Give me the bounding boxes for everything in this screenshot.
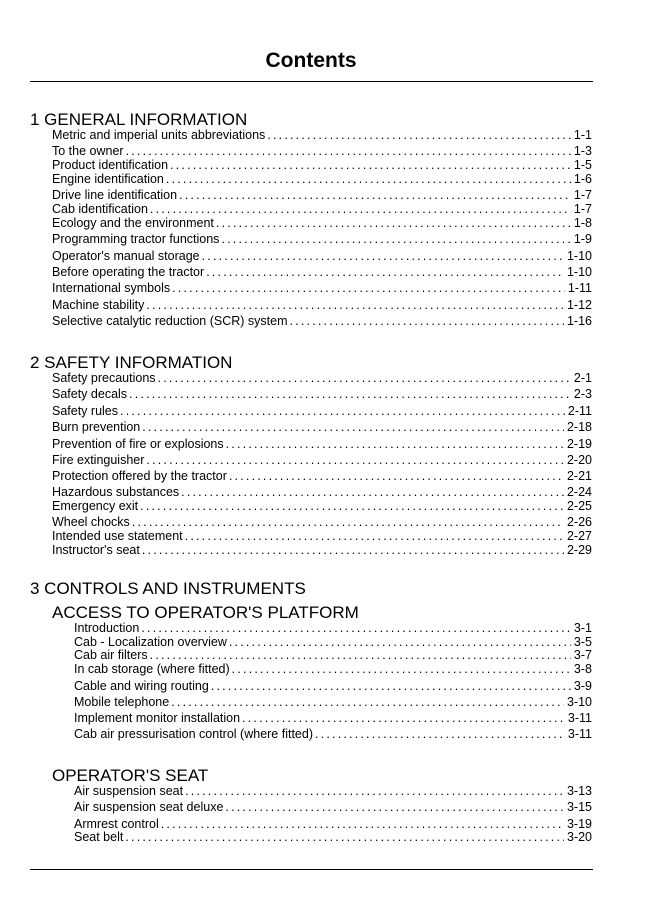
dot-leader xyxy=(166,172,571,187)
toc-entry-label: Cable and wiring routing xyxy=(74,679,209,693)
dot-leader xyxy=(267,128,571,143)
toc-entry-label: Product identification xyxy=(52,158,169,172)
toc-entry-label: Cab identification xyxy=(52,202,148,216)
toc-entry[interactable] xyxy=(52,172,592,187)
toc-entry[interactable] xyxy=(52,202,592,217)
toc-entry-label: Selective catalytic reduction (SCR) system xyxy=(52,314,288,328)
toc-entry[interactable] xyxy=(74,679,592,694)
toc-entry[interactable] xyxy=(52,158,592,173)
toc-entry-page: 3-9 xyxy=(573,679,592,693)
dot-leader xyxy=(315,727,565,742)
toc-entry-page: 2-3 xyxy=(573,387,592,401)
toc-entry-label: Operator's manual storage xyxy=(52,249,200,263)
toc-entry-label: Fire extinguisher xyxy=(52,453,145,467)
toc-entry-page: 2-24 xyxy=(566,485,592,499)
toc-entry-label: Wheel chocks xyxy=(52,515,130,529)
toc-entry-label: Emergency exit xyxy=(52,499,139,513)
toc-entry-page: 2-1 xyxy=(573,371,592,385)
toc-entry-label: Engine identification xyxy=(52,172,164,186)
dot-leader xyxy=(146,298,564,313)
toc-entry-page: 2-27 xyxy=(566,529,592,543)
dot-leader xyxy=(129,387,571,402)
dot-leader xyxy=(170,158,571,173)
section-heading-general-information: 1 GENERAL INFORMATION xyxy=(30,110,248,129)
toc-entry-page: 2-25 xyxy=(566,499,592,513)
toc-entry[interactable] xyxy=(52,499,592,514)
dot-leader xyxy=(229,469,564,484)
toc-entry-label: To the owner xyxy=(52,144,124,158)
dot-leader xyxy=(185,529,564,544)
subsection-heading-access-to-operators-platform: ACCESS TO OPERATOR'S PLATFORM xyxy=(52,603,359,622)
toc-entry[interactable] xyxy=(52,216,592,231)
dot-leader xyxy=(141,621,571,636)
toc-entry-page: 3-15 xyxy=(566,800,592,814)
toc-entry-page: 1-6 xyxy=(573,172,592,186)
dot-leader xyxy=(126,144,571,159)
toc-entry-page: 2-21 xyxy=(566,469,592,483)
toc-entry-label: Safety precautions xyxy=(52,371,156,385)
toc-entry[interactable] xyxy=(52,298,592,313)
dot-leader xyxy=(172,281,565,296)
toc-entry-label: Safety rules xyxy=(52,404,119,418)
toc-entry-page: 1-11 xyxy=(567,281,592,295)
toc-entry[interactable] xyxy=(52,188,592,203)
toc-entry[interactable] xyxy=(74,648,592,663)
toc-entry-page: 3-19 xyxy=(566,817,592,831)
dot-leader xyxy=(150,202,571,217)
toc-entry-page: 2-11 xyxy=(567,404,592,418)
section-heading-controls-and-instruments: 3 CONTROLS AND INSTRUMENTS xyxy=(30,579,306,598)
toc-entry[interactable] xyxy=(74,695,592,710)
toc-entry[interactable] xyxy=(74,830,592,845)
dot-leader xyxy=(142,543,564,558)
toc-entry-page: 1-1 xyxy=(573,128,592,142)
toc-entry-page: 1-10 xyxy=(566,265,592,279)
toc-entry-label: Cab air filters xyxy=(74,648,148,662)
toc-entry-label: International symbols xyxy=(52,281,171,295)
toc-entry-page: 2-20 xyxy=(566,453,592,467)
toc-entry-label: Intended use statement xyxy=(52,529,183,543)
toc-entry-label: Drive line identification xyxy=(52,188,178,202)
dot-leader xyxy=(206,265,564,280)
dot-leader xyxy=(120,404,565,419)
top-divider xyxy=(30,81,593,82)
dot-leader xyxy=(125,830,564,845)
toc-entry[interactable] xyxy=(52,144,592,159)
page-title: Contents xyxy=(265,49,357,72)
dot-leader xyxy=(132,515,564,530)
bottom-divider xyxy=(30,869,593,870)
dot-leader xyxy=(211,679,571,694)
dot-leader xyxy=(142,420,564,435)
toc-entry-label: Hazardous substances xyxy=(52,485,180,499)
toc-entry-label: Air suspension seat xyxy=(74,784,184,798)
dot-leader xyxy=(225,800,564,815)
toc-entry-page: 1-7 xyxy=(573,202,592,216)
subsection-heading-operators-seat: OPERATOR'S SEAT xyxy=(52,766,209,785)
toc-entry[interactable] xyxy=(52,469,592,484)
toc-entry-page: 1-12 xyxy=(566,298,592,312)
toc-entry[interactable] xyxy=(74,784,592,799)
toc-entry-label: Machine stability xyxy=(52,298,145,312)
toc-entry-page: 1-9 xyxy=(573,232,592,246)
toc-entry-page: 3-13 xyxy=(566,784,592,798)
toc-entry[interactable] xyxy=(52,232,592,247)
toc-entry-page: 3-10 xyxy=(566,695,592,709)
toc-entry-label: Air suspension seat deluxe xyxy=(74,800,224,814)
dot-leader xyxy=(146,453,564,468)
toc-entry-page: 1-3 xyxy=(573,144,592,158)
dot-leader xyxy=(171,695,564,710)
toc-entry-page: 2-26 xyxy=(566,515,592,529)
dot-leader xyxy=(221,232,570,247)
toc-entry-page: 3-11 xyxy=(567,727,592,741)
toc-entry[interactable] xyxy=(52,437,592,452)
toc-entry-label: Armrest control xyxy=(74,817,159,831)
toc-entry-label: Safety decals xyxy=(52,387,128,401)
toc-entry-page: 1-5 xyxy=(573,158,592,172)
toc-entry-label: Instructor's seat xyxy=(52,543,140,557)
dot-leader xyxy=(202,249,564,264)
toc-entry[interactable] xyxy=(52,371,592,386)
dot-leader xyxy=(150,648,571,663)
toc-entry[interactable] xyxy=(52,249,592,264)
toc-entry[interactable] xyxy=(74,662,592,677)
toc-entry[interactable] xyxy=(52,404,592,419)
toc-entry-label: In cab storage (where fitted) xyxy=(74,662,230,676)
toc-entry[interactable] xyxy=(52,314,592,329)
toc-entry[interactable] xyxy=(52,453,592,468)
dot-leader xyxy=(216,216,571,231)
toc-entry-page: 3-20 xyxy=(566,830,592,844)
toc-entry-label: Before operating the tractor xyxy=(52,265,205,279)
toc-entry-label: Mobile telephone xyxy=(74,695,170,709)
toc-entry-page: 1-10 xyxy=(566,249,592,263)
toc-entry-label: Cab air pressurisation control (where fitted) xyxy=(74,727,313,741)
dot-leader xyxy=(179,188,571,203)
toc-entry-page: 2-29 xyxy=(566,543,592,557)
toc-entry-label: Metric and imperial units abbreviations xyxy=(52,128,266,142)
toc-entry-page: 1-8 xyxy=(573,216,592,230)
toc-entry-label: Ecology and the environment xyxy=(52,216,214,230)
toc-entry-label: Burn prevention xyxy=(52,420,141,434)
toc-entry-label: Protection offered by the tractor xyxy=(52,469,227,483)
toc-entry-page: 3-7 xyxy=(573,648,592,662)
toc-entry-page: 3-1 xyxy=(573,621,592,635)
dot-leader xyxy=(140,499,564,514)
toc-entry[interactable] xyxy=(52,281,592,296)
toc-entry-page: 2-19 xyxy=(566,437,592,451)
toc-entry-page: 3-8 xyxy=(573,662,592,676)
toc-entry[interactable] xyxy=(74,727,592,742)
dot-leader xyxy=(226,437,564,452)
toc-entry-label: Seat belt xyxy=(74,830,124,844)
toc-entry-label: Programming tractor functions xyxy=(52,232,220,246)
toc-entry[interactable] xyxy=(52,265,592,280)
toc-entry-page: 3-11 xyxy=(567,711,592,725)
toc-entry[interactable] xyxy=(74,621,592,636)
toc-entry[interactable] xyxy=(52,128,592,143)
section-heading-safety-information: 2 SAFETY INFORMATION xyxy=(30,353,233,372)
toc-entry-label: Introduction xyxy=(74,621,140,635)
dot-leader xyxy=(242,711,565,726)
toc-entry-label: Cab - Localization overview xyxy=(74,635,227,649)
toc-entry-label: Prevention of fire or explosions xyxy=(52,437,224,451)
toc-entry[interactable] xyxy=(52,420,592,435)
toc-entry[interactable] xyxy=(52,387,592,402)
toc-entry-page: 2-18 xyxy=(566,420,592,434)
toc-entry-page: 1-7 xyxy=(573,188,592,202)
toc-entry[interactable] xyxy=(52,485,592,500)
dot-leader xyxy=(181,485,564,500)
dot-leader xyxy=(290,314,564,329)
toc-entry[interactable] xyxy=(74,800,592,815)
dot-leader xyxy=(158,371,571,386)
toc-entry[interactable] xyxy=(74,711,592,726)
toc-entry-page: 3-5 xyxy=(573,635,592,649)
toc-entry[interactable] xyxy=(52,543,592,558)
dot-leader xyxy=(232,662,571,677)
toc-entry[interactable] xyxy=(52,515,592,530)
toc-entry-label: Implement monitor installation xyxy=(74,711,241,725)
toc-entry-page: 1-16 xyxy=(566,314,592,328)
dot-leader xyxy=(185,784,564,799)
toc-entry[interactable] xyxy=(52,529,592,544)
